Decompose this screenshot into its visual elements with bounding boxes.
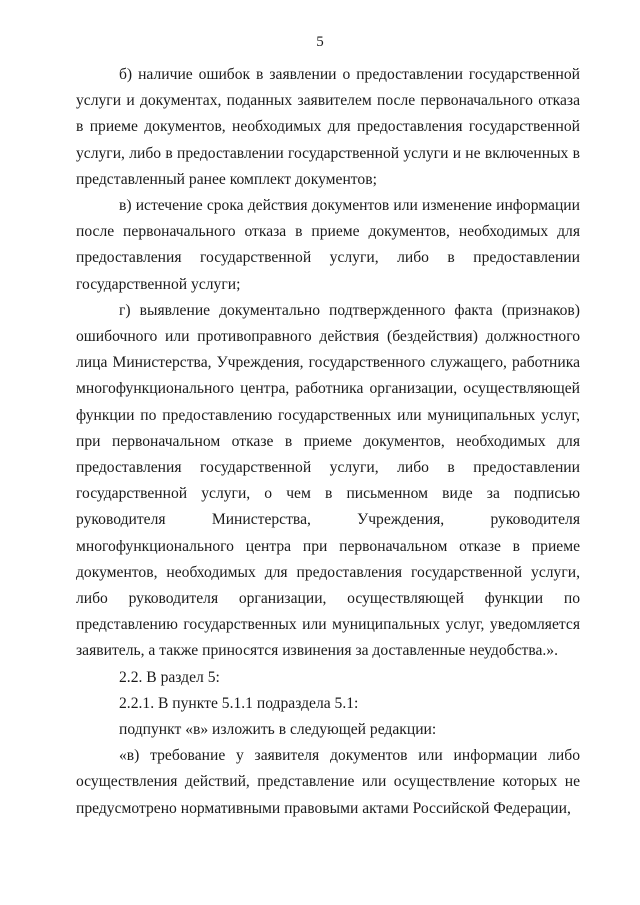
document-body: [76, 62, 580, 822]
page-number: 5: [316, 34, 324, 50]
paragraph-subpoint-v-intro: подпункт «в» изложить в следующей редакции:: [119, 721, 437, 739]
paragraph-section-2-2: 2.2. В раздел 5:: [119, 668, 220, 686]
paragraph-g: г) выявление документально подтвержденного факта (признаков) ошибочного или противоправного действия (бездействия) должностного лица Министерства, Учреждения, государственного служащего, работника многофункционального центра, работника организации, осуществляющей функции по предоставлению государственных или муниципальных услуг, при первоначальном отказе в приеме документов, необходимых для предоставления государственной услуги, либо в предоставлении государственной услуги, о чем в письменном виде за подписью руководителя Министерства, Учреждения, руководителя многофункционального центра при первоначальном отказе в приеме документов, необходимых для предоставления государственной услуги, либо руководителя организации, осуществляющей функции по представлению государственных или муниципальных услуг, уведомляется заявитель, а также приносятся извинения за доставленные неудобства.».: [76, 301, 580, 660]
paragraph-section-2-2-1: 2.2.1. В пункте 5.1.1 подраздела 5.1:: [119, 694, 359, 712]
paragraph-v: в) истечение срока действия документов или изменение информации после первоначального отказа в приеме документов, необходимых для предоставления государственной услуги, либо в предоставлении государственной услуги;: [76, 197, 580, 293]
paragraph-b: б) наличие ошибок в заявлении о предоставлении государственной услуги и документах, поданных заявителем после первоначального отказа в приеме документов, необходимых для предоставления государственной услуги, либо в предоставлении государственной услуги и не включенных в представленный ранее комплект документов;: [76, 66, 580, 188]
paragraph-subpoint-v-text: «в) требование у заявителя документов или информации либо осуществления действий, представление или осуществление которых не предусмотрено нормативными правовыми актами Российской Федерации,: [76, 747, 580, 817]
